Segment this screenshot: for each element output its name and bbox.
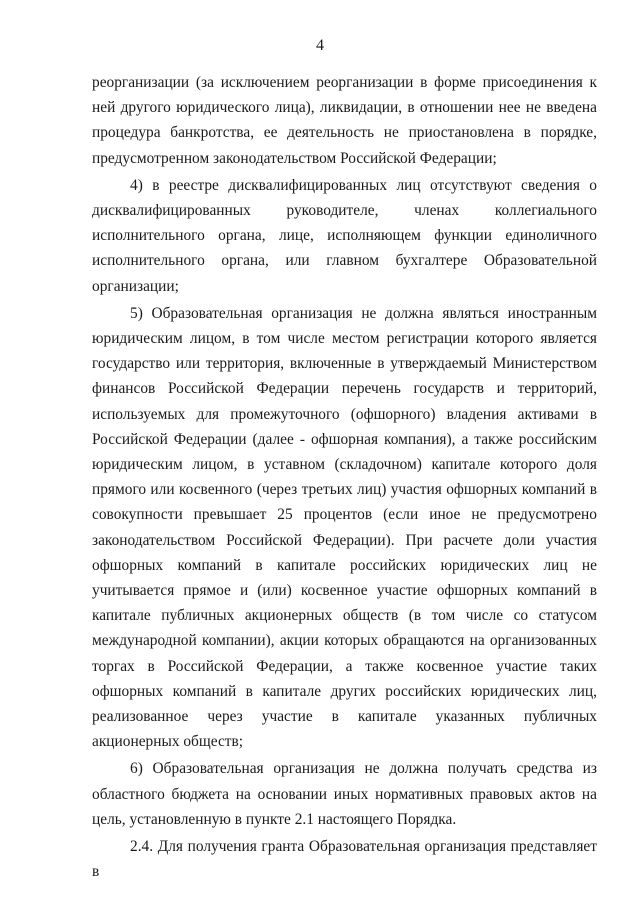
document-body [92,70,597,885]
page-number: 4 [316,37,324,54]
paragraph-2-4: 2.4. Для получения гранта Образовательная организация представляет в [92,838,597,881]
paragraph-item-5: 5) Образовательная организация не должна являться иностранным юридическим лицом, в том числе местом регистрации которого является государство или территория, включенные в утверждаемый Министерством финансов Российской Федерации перечень государств и территорий, используемых для промежуточного (офшорного) владения активами в Российской Федерации (далее - офшорная компания), а также российским юридическим лицом, в уставном (складочном) капитале которого доля прямого или косвенного (через третьих лиц) участия офшорных компаний в совокупности превышает 25 процентов (если иное не предусмотрено законодательством Российской Федерации). При расчете доли участия офшорных компаний в капитале российских юридических лиц не учитывается прямое и (или) косвенное участие офшорных компаний в капитале публичных акционерных обществ (в том числе со статусом международной компании), акции которых обращаются на организованных торгах в Российской Федерации, а также косвенное участие таких офшорных компаний в капитале других российских юридических лиц, реализованное через участие в капитале указанных публичных акционерных обществ; [92,304,597,751]
paragraph-item-6: 6) Образовательная организация не должна получать средства из областного бюджета на основании иных нормативных правовых актов на цель, установленную в пункте 2.1 настоящего Порядка. [92,760,597,828]
paragraph-continuation: реорганизации (за исключением реорганизации в форме присоединения к ней другого юридического лица), ликвидации, в отношении нее не введена процедура банкротства, ее деятельность не приостановлена в порядке, предусмотренном законодательством Российской Федерации; [92,74,597,167]
paragraph-item-4: 4) в реестре дисквалифицированных лиц отсутствуют сведения о дисквалифицированных руководителе, членах коллегиального исполнительного органа, лице, исполняющем функции единоличного исполнительного органа, или главном бухгалтере Образовательной организации; [92,176,597,295]
